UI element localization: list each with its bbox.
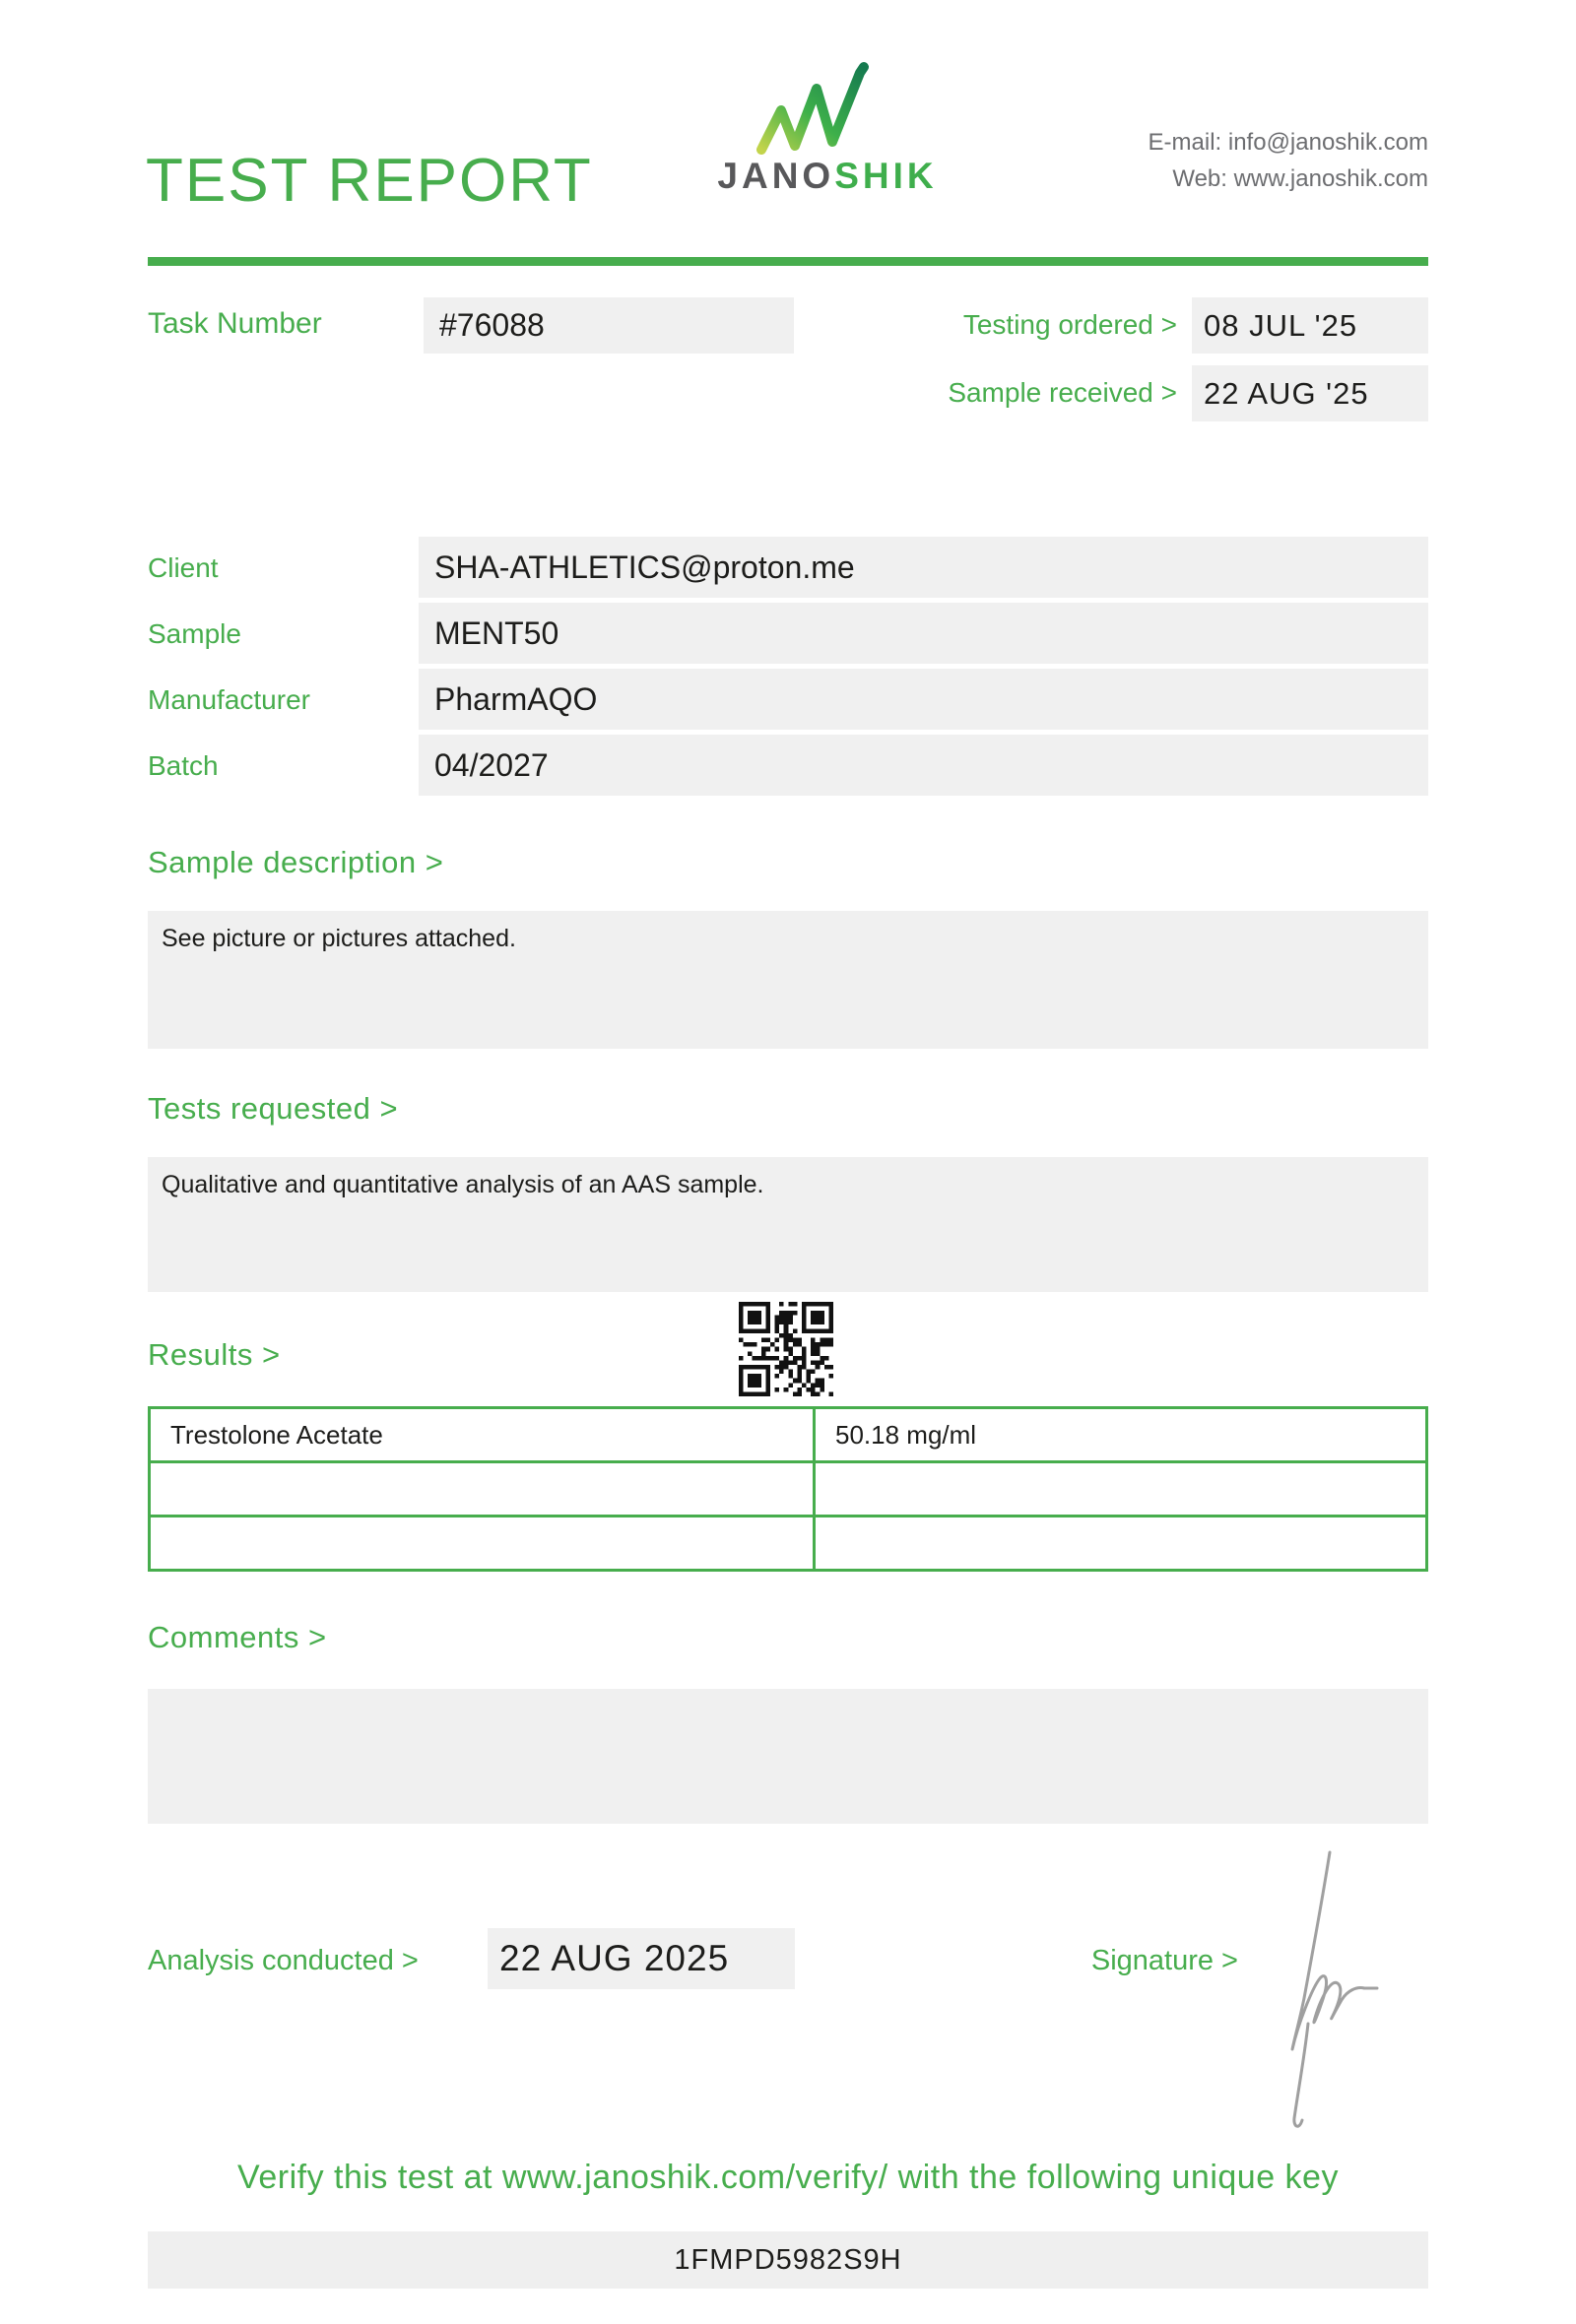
chart-growth-icon — [744, 59, 911, 158]
client-box — [419, 537, 1428, 598]
batch-label: Batch — [148, 750, 219, 781]
sample-description-text: See picture or pictures attached. — [162, 925, 516, 952]
sample-label: Sample — [148, 618, 241, 649]
task-number-label: Task Number — [148, 307, 322, 340]
tests-requested-box — [148, 1157, 1428, 1292]
sample-description-box — [148, 911, 1428, 1049]
sample-value: MENT50 — [434, 615, 559, 651]
batch-value: 04/2027 — [434, 747, 549, 783]
comments-heading: Comments > — [148, 1620, 327, 1654]
analysis-date-box — [488, 1928, 795, 1989]
testing-ordered-value: 08 JUL '25 — [1204, 308, 1358, 343]
contact-web: Web: www.janoshik.com — [1172, 165, 1428, 192]
signature-label: Signature > — [1090, 1945, 1238, 1976]
header-divider — [148, 257, 1428, 266]
sample-received-box — [1192, 365, 1428, 421]
qr-code — [739, 1302, 833, 1396]
table-row — [150, 1462, 1427, 1517]
task-number-box — [424, 297, 794, 354]
sample-box — [419, 603, 1428, 664]
result-analyte — [150, 1462, 815, 1517]
signature-scribble — [1269, 1847, 1387, 2135]
result-value — [815, 1517, 1427, 1571]
batch-box — [419, 735, 1428, 796]
testing-ordered-label: Testing ordered > — [962, 309, 1177, 340]
comments-text — [148, 1689, 1428, 1703]
table-row — [150, 1408, 1427, 1462]
logo-text-shik: SHIK — [834, 156, 938, 196]
results-heading: Results > — [148, 1337, 281, 1372]
verify-instruction: Verify this test at www.janoshik.com/verify/ with the following unique key — [237, 2159, 1339, 2196]
verify-key-box — [148, 2231, 1428, 2289]
result-analyte: Trestolone Acetate — [150, 1408, 815, 1462]
sample-description-heading: Sample description > — [148, 845, 444, 879]
manufacturer-label: Manufacturer — [148, 684, 310, 715]
client-label: Client — [148, 552, 219, 583]
table-row — [150, 1517, 1427, 1571]
results-table — [148, 1406, 1428, 1572]
manufacturer-value: PharmAQO — [434, 681, 598, 717]
contact-email: E-mail: info@janoshik.com — [1148, 129, 1428, 156]
logo-wordmark — [680, 158, 975, 194]
logo-text-jano: JANO — [717, 156, 835, 196]
janoshik-logo — [680, 59, 975, 194]
result-value: 50.18 mg/ml — [815, 1408, 1427, 1462]
tests-requested-text: Qualitative and quantitative analysis of an AAS sample. — [162, 1171, 764, 1198]
analysis-conducted-label: Analysis conducted > — [148, 1945, 419, 1976]
testing-ordered-box — [1192, 297, 1428, 354]
analysis-date-value: 22 AUG 2025 — [499, 1938, 730, 1978]
result-value — [815, 1462, 1427, 1517]
manufacturer-box — [419, 669, 1428, 730]
comments-box — [148, 1689, 1428, 1824]
sample-received-value: 22 AUG '25 — [1204, 376, 1369, 411]
verify-key-value: 1FMPD5982S9H — [674, 2244, 902, 2276]
task-number-value: #76088 — [439, 307, 545, 343]
result-analyte — [150, 1517, 815, 1571]
contact-block — [1149, 124, 1428, 197]
page-title: TEST REPORT — [146, 147, 593, 215]
tests-requested-heading: Tests requested > — [148, 1091, 399, 1126]
client-value: SHA-ATHLETICS@proton.me — [434, 549, 855, 585]
sample-received-label: Sample received > — [948, 377, 1177, 408]
